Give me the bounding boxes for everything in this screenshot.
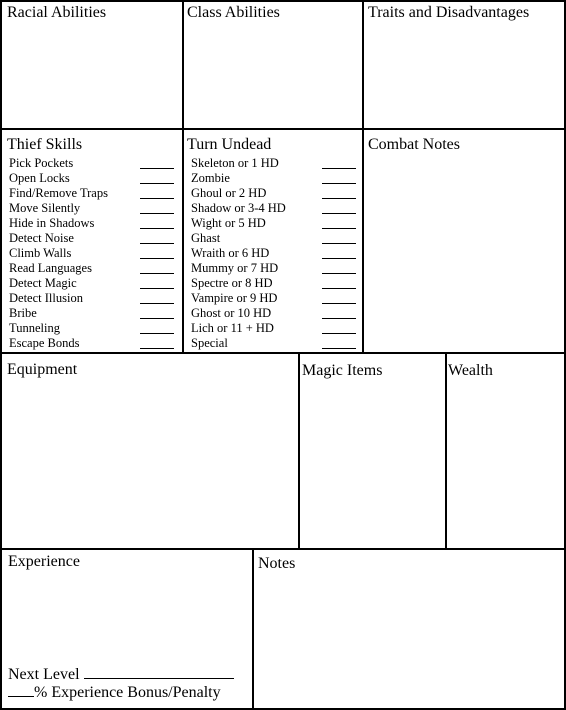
thief-skill-row-label: Read Languages bbox=[9, 261, 92, 275]
thief-skill-row bbox=[9, 171, 108, 186]
thief-skill-row bbox=[9, 246, 108, 261]
turn-undead-row bbox=[191, 186, 286, 201]
thief-skill-row-blank bbox=[140, 258, 174, 259]
thief-skill-row-label: Hide in Shadows bbox=[9, 216, 95, 230]
next-level-blank bbox=[84, 678, 234, 679]
thief-skill-row-label: Move Silently bbox=[9, 201, 81, 215]
turn-undead-row-label: Zombie bbox=[191, 171, 230, 185]
magic-items-title: Magic Items bbox=[302, 362, 383, 379]
experience-bonus-label: % Experience Bonus/Penalty bbox=[34, 684, 221, 701]
thief-skill-row-blank bbox=[140, 183, 174, 184]
thief-skill-row-label: Open Locks bbox=[9, 171, 70, 185]
combat-notes-box bbox=[362, 128, 566, 354]
thief-skill-row bbox=[9, 321, 108, 336]
turn-undead-row-blank bbox=[322, 228, 356, 229]
thief-skill-row-label: Tunneling bbox=[9, 321, 60, 335]
thief-skill-row-label: Climb Walls bbox=[9, 246, 72, 260]
thief-skill-row bbox=[9, 201, 108, 216]
turn-undead-row-label: Mummy or 7 HD bbox=[191, 261, 279, 275]
thief-skill-row-blank bbox=[140, 333, 174, 334]
turn-undead-row-label: Special bbox=[191, 336, 228, 350]
next-level-line bbox=[8, 666, 234, 684]
turn-undead-row bbox=[191, 156, 286, 171]
turn-undead-row-blank bbox=[322, 348, 356, 349]
thief-skill-row bbox=[9, 261, 108, 276]
experience-title: Experience bbox=[8, 553, 80, 570]
turn-undead-row-label: Ghoul or 2 HD bbox=[191, 186, 267, 200]
turn-undead-row-label: Wraith or 6 HD bbox=[191, 246, 270, 260]
turn-undead-row-blank bbox=[322, 213, 356, 214]
thief-skill-row-blank bbox=[140, 303, 174, 304]
thief-skill-row-label: Bribe bbox=[9, 306, 37, 320]
thief-skills-box bbox=[0, 128, 184, 354]
turn-undead-row bbox=[191, 306, 286, 321]
thief-skill-row-blank bbox=[140, 213, 174, 214]
thief-skill-row-blank bbox=[140, 168, 174, 169]
turn-undead-row-blank bbox=[322, 183, 356, 184]
wealth-title: Wealth bbox=[448, 362, 493, 379]
turn-undead-row bbox=[191, 291, 286, 306]
turn-undead-row-blank bbox=[322, 273, 356, 274]
experience-bonus-blank bbox=[8, 696, 34, 697]
thief-skill-row bbox=[9, 336, 108, 351]
thief-skill-row-blank bbox=[140, 198, 174, 199]
turn-undead-row bbox=[191, 216, 286, 231]
turn-undead-row-label: Shadow or 3-4 HD bbox=[191, 201, 286, 215]
combat-notes-title: Combat Notes bbox=[368, 136, 460, 153]
class-abilities-box bbox=[182, 0, 364, 130]
thief-skill-row-label: Detect Noise bbox=[9, 231, 74, 245]
turn-undead-row-blank bbox=[322, 288, 356, 289]
notes-title: Notes bbox=[258, 555, 296, 572]
equipment-title: Equipment bbox=[7, 361, 78, 378]
wealth-box bbox=[445, 352, 566, 550]
thief-skills-list bbox=[9, 156, 108, 351]
turn-undead-row-label: Ghost or 10 HD bbox=[191, 306, 272, 320]
thief-skill-row bbox=[9, 291, 108, 306]
thief-skill-row bbox=[9, 156, 108, 171]
turn-undead-row bbox=[191, 276, 286, 291]
turn-undead-row bbox=[191, 321, 286, 336]
turn-undead-row-blank bbox=[322, 198, 356, 199]
turn-undead-row-blank bbox=[322, 258, 356, 259]
thief-skill-row-label: Detect Illusion bbox=[9, 291, 83, 305]
turn-undead-row bbox=[191, 201, 286, 216]
turn-undead-row-blank bbox=[322, 333, 356, 334]
turn-undead-row-label: Vampire or 9 HD bbox=[191, 291, 278, 305]
turn-undead-list bbox=[191, 156, 286, 351]
thief-skills-title: Thief Skills bbox=[7, 136, 83, 153]
turn-undead-row-label: Skeleton or 1 HD bbox=[191, 156, 279, 170]
experience-box bbox=[0, 548, 254, 710]
thief-skill-row bbox=[9, 231, 108, 246]
thief-skill-row-blank bbox=[140, 288, 174, 289]
thief-skill-row-label: Escape Bonds bbox=[9, 336, 80, 350]
thief-skill-row-label: Pick Pockets bbox=[9, 156, 74, 170]
turn-undead-row-blank bbox=[322, 318, 356, 319]
thief-skill-row-blank bbox=[140, 273, 174, 274]
racial-abilities-box bbox=[0, 0, 184, 130]
turn-undead-title: Turn Undead bbox=[187, 136, 272, 153]
turn-undead-row-label: Spectre or 8 HD bbox=[191, 276, 273, 290]
thief-skill-row-blank bbox=[140, 348, 174, 349]
notes-box bbox=[252, 548, 566, 710]
equipment-box bbox=[0, 352, 300, 550]
thief-skill-row-blank bbox=[140, 243, 174, 244]
traits-box bbox=[362, 0, 566, 130]
turn-undead-row bbox=[191, 246, 286, 261]
magic-items-box bbox=[298, 352, 447, 550]
class-abilities-title: Class Abilities bbox=[187, 4, 280, 21]
thief-skill-row-label: Detect Magic bbox=[9, 276, 77, 290]
turn-undead-row-label: Lich or 11 + HD bbox=[191, 321, 274, 335]
turn-undead-row bbox=[191, 336, 286, 351]
turn-undead-row bbox=[191, 231, 286, 246]
turn-undead-row bbox=[191, 171, 286, 186]
thief-skill-row bbox=[9, 306, 108, 321]
thief-skill-row bbox=[9, 216, 108, 231]
thief-skill-row-label: Find/Remove Traps bbox=[9, 186, 108, 200]
thief-skill-row bbox=[9, 276, 108, 291]
thief-skill-row bbox=[9, 186, 108, 201]
turn-undead-row-blank bbox=[322, 168, 356, 169]
next-level-label: Next Level bbox=[8, 666, 80, 683]
turn-undead-row-label: Wight or 5 HD bbox=[191, 216, 266, 230]
turn-undead-row bbox=[191, 261, 286, 276]
traits-title: Traits and Disadvantages bbox=[368, 4, 530, 21]
racial-abilities-title: Racial Abilities bbox=[7, 4, 107, 21]
turn-undead-box bbox=[182, 128, 364, 354]
turn-undead-row-blank bbox=[322, 303, 356, 304]
turn-undead-row-blank bbox=[322, 243, 356, 244]
experience-bonus-line bbox=[8, 684, 221, 702]
thief-skill-row-blank bbox=[140, 228, 174, 229]
thief-skill-row-blank bbox=[140, 318, 174, 319]
turn-undead-row-label: Ghast bbox=[191, 231, 221, 245]
